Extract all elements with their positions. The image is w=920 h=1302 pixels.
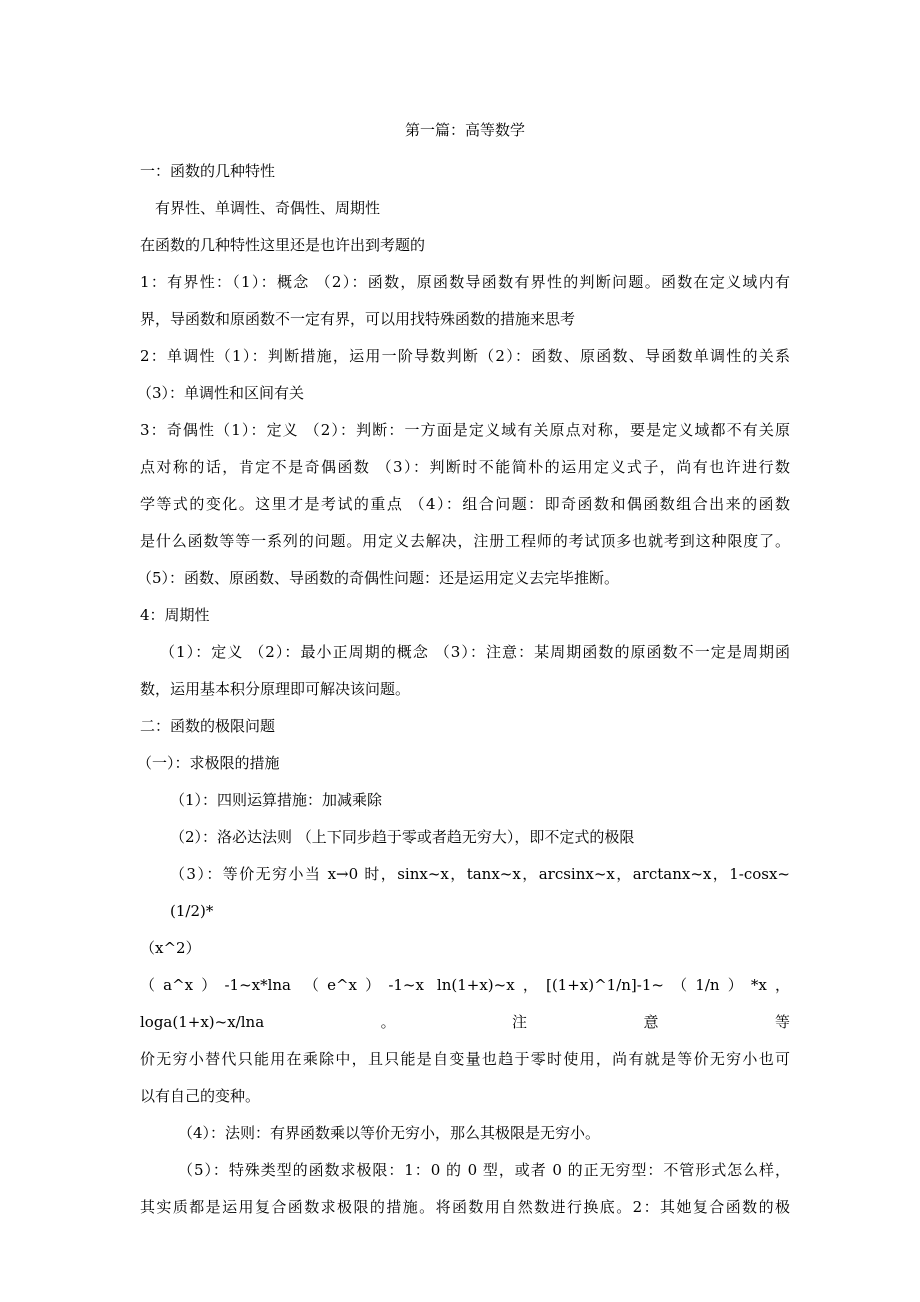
paragraph-line: 点对称的话，肯定不是奇偶函数 （3）：判断时不能简朴的运用定义式子，尚有也许进行数 [140,458,790,476]
paragraph-line: 3：奇偶性（1）：定义 （2）：判断：一方面是定义域有关原点对称，要是定义域都不有关原 [140,421,790,439]
subsection-heading: （一）：求极限的措施 [137,754,280,772]
paragraph-line: 数，运用基本积分原理即可解决该问题。 [140,680,411,698]
paragraph-line: 价无穷小替代只能用在乘除中，且只能是自变量也趋于零时使用，尚有就是等价无穷小也可 [140,1050,790,1068]
paragraph-line: 是什么函数等等一系列的问题。用定义去解决，注册工程师的考试顶多也就考到这种限度了。 [140,532,790,550]
list-item: （1）：四则运算措施：加减乘除 [170,791,383,809]
paragraph-line: （3）：单调性和区间有关 [137,384,305,402]
document-body [137,117,790,1226]
paragraph-line: 在函数的几种特性这里还是也许出到考题的 [140,236,426,254]
paragraph-line: 以有自己的变种。 [140,1087,261,1105]
paragraph-line: 有界性、单调性、奇偶性、周期性 [155,199,381,217]
section-heading: 4：周期性 [140,606,210,624]
paragraph-line: 学等式的变化。这里才是考试的重点 （4）：组合问题：即奇函数和偶函数组合出来的函数 [140,495,790,513]
page-title: 第一篇：高等数学 [404,121,525,139]
paragraph-line: 2：单调性（1）：判断措施，运用一阶导数判断（2）：函数、原函数、导函数单调性的关系 [140,347,790,365]
paragraph-line: （1）：定义 （2）：最小正周期的概念 （3）：注意：某周期函数的原函数不一定是周期函 [160,643,790,661]
list-item: （5）：特殊类型的函数求极限：1：0 的 0 型，或者 0 的正无穷型：不管形式怎么样， [178,1161,790,1179]
list-item: （3）：等价无穷小当 x→0 时，sinx~x，tanx~x，arcsinx~x，arctanx~x，1-cosx~(1/2)* [170,865,790,920]
section-heading: 二：函数的极限问题 [140,717,276,735]
list-item: （2）：洛必达法则 （上下同步趋于零或者趋无穷大），即不定式的极限 [170,828,635,846]
paragraph-line: （5）：函数、原函数、导函数的奇偶性问题：还是运用定义去完毕推断。 [137,569,620,587]
paragraph-line: （x^2） [140,939,201,957]
paragraph-line: 1：有界性：（1）：概念 （2）：函数，原函数导函数有界性的判断问题。函数在定义域内有 [140,273,790,291]
paragraph-line: 界，导函数和原函数不一定有界，可以用找特殊函数的措施来思考 [140,310,576,328]
paragraph-line: （a^x）-1~x*lna （e^x）-1~x ln(1+x)~x，[(1+x)^1/n]-1~（1/n）*x，loga(1+x)~x/lna。注意等 [140,976,790,1031]
list-item: （4）：法则：有界函数乘以等价无穷小，那么其极限是无穷小。 [178,1124,601,1142]
paragraph-line: 其实质都是运用复合函数求极限的措施。将函数用自然数进行换底。2：其她复合函数的极 [140,1198,790,1216]
section-heading: 一：函数的几种特性 [140,162,276,180]
